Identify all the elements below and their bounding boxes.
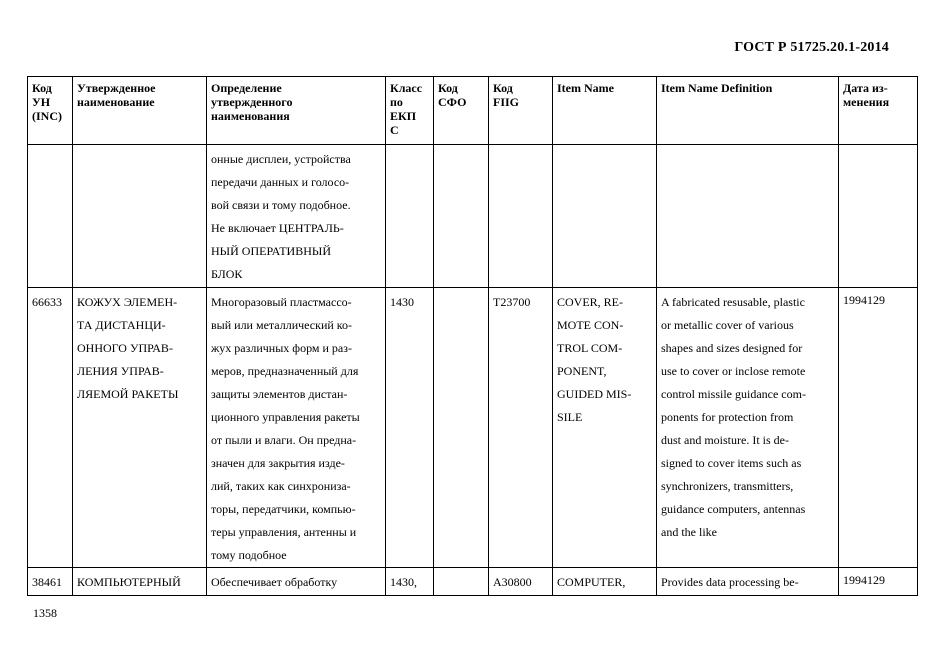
column-header-class [386, 77, 434, 145]
cell-line: меров, предназначенный для [211, 364, 359, 378]
cell-approved-name [73, 288, 207, 568]
cell-line: synchronizers, transmitters, [661, 479, 794, 493]
table-row [28, 288, 918, 568]
cell-line: жух различных форм и раз- [211, 341, 352, 355]
cell-line: онные дисплеи, устройства [211, 152, 351, 166]
cell-inc [28, 145, 73, 288]
cell-line: signed to cover items such as [661, 456, 802, 470]
cell-line: от пыли и влаги. Он предна- [211, 433, 357, 447]
cell-line: вый или металлический ко- [211, 318, 352, 332]
classification-table [27, 76, 918, 596]
cell-inc: 38461 [28, 568, 73, 596]
cell-item-name-definition [657, 145, 839, 288]
column-header-line: Код [493, 81, 513, 95]
column-header-line: ЕКП [390, 109, 417, 123]
cell-line: or metallic cover of various [661, 318, 794, 332]
page-number: 1358 [33, 606, 57, 620]
cell-line: dust and moisture. It is de- [661, 433, 789, 447]
cell-line: TROL COM- [557, 341, 623, 355]
cell-line: MOTE CON- [557, 318, 624, 332]
cell-line: КОМПЬЮТЕРНЫЙ [77, 575, 181, 589]
cell-item-name [553, 145, 657, 288]
cell-sfo [434, 288, 489, 568]
cell-definition [207, 145, 386, 288]
table-row [28, 145, 918, 288]
cell-fiig: A30800 [489, 568, 553, 596]
cell-fiig [489, 145, 553, 288]
column-header-line: по [390, 95, 403, 109]
column-header-line: Item Name Definition [661, 81, 773, 95]
cell-line: НЫЙ ОПЕРАТИВНЫЙ [211, 244, 332, 258]
cell-definition [207, 568, 386, 596]
cell-line: БЛОК [211, 267, 243, 281]
cell-change-date: 1994129 [839, 288, 918, 568]
cell-item-name-definition [657, 568, 839, 596]
cell-line: ponents for protection from [661, 410, 794, 424]
column-header-line: FIIG [493, 95, 520, 109]
column-header-change-date [839, 77, 918, 145]
column-header-definition [207, 77, 386, 145]
cell-line: передачи данных и голосо- [211, 175, 350, 189]
cell-line: КОЖУХ ЭЛЕМЕН- [77, 295, 178, 309]
column-header-line: наименование [77, 95, 155, 109]
cell-line: торы, передатчики, компью- [211, 502, 356, 516]
cell-approved-name [73, 145, 207, 288]
cell-line: COVER, RE- [557, 295, 623, 309]
cell-line: ТА ДИСТАНЦИ- [77, 318, 166, 332]
cell-line: control missile guidance com- [661, 387, 806, 401]
cell-line: вой связи и тому подобное. [211, 198, 351, 212]
document-code: ГОСТ Р 51725.20.1-2014 [734, 40, 889, 55]
cell-line: ЛЯЕМОЙ РАКЕТЫ [77, 387, 179, 401]
cell-inc: 66633 [28, 288, 73, 568]
cell-class [386, 145, 434, 288]
cell-change-date [839, 145, 918, 288]
column-header-line: (INC) [32, 109, 62, 123]
column-header-line: Определение [211, 81, 282, 95]
column-header-line: СФО [438, 95, 467, 109]
cell-line: ЛЕНИЯ УПРАВ- [77, 364, 164, 378]
column-header-line: Класс [390, 81, 423, 95]
cell-line: and the like [661, 525, 717, 539]
cell-sfo [434, 145, 489, 288]
column-header-item-name-definition [657, 77, 839, 145]
column-header-line: менения [843, 95, 890, 109]
cell-line: ОННОГО УПРАВ- [77, 341, 173, 355]
column-header-fiig [489, 77, 553, 145]
cell-class: 1430 [386, 288, 434, 568]
table-header-row [28, 77, 918, 145]
table-row [28, 568, 918, 596]
column-header-sfo [434, 77, 489, 145]
cell-line: A fabricated resusable, plastic [661, 295, 805, 309]
cell-line: Provides data processing be- [661, 575, 799, 589]
cell-line: теры управления, антенны и [211, 525, 357, 539]
cell-line: ционного управления ракеты [211, 410, 360, 424]
cell-line: Не включает ЦЕНТРАЛЬ- [211, 221, 344, 235]
cell-line: Обеспечивает обработку [211, 575, 338, 589]
cell-line: GUIDED MIS- [557, 387, 632, 401]
cell-item-name [553, 568, 657, 596]
cell-line: SILE [557, 410, 583, 424]
cell-sfo [434, 568, 489, 596]
column-header-line: наименования [211, 109, 290, 123]
cell-approved-name [73, 568, 207, 596]
cell-line: лий, таких как синхрониза- [211, 479, 351, 493]
column-header-inc [28, 77, 73, 145]
column-header-line: Дата из- [843, 81, 888, 95]
column-header-line: С [390, 123, 399, 137]
cell-class: 1430, [386, 568, 434, 596]
cell-fiig: T23700 [489, 288, 553, 568]
cell-line: Многоразовый пластмассо- [211, 295, 352, 309]
column-header-line: Item Name [557, 81, 614, 95]
cell-line: PONENT, [557, 364, 607, 378]
cell-line: guidance computers, antennas [661, 502, 806, 516]
cell-line: защиты элементов дистан- [211, 387, 348, 401]
cell-item-name-definition [657, 288, 839, 568]
cell-change-date: 1994129 [839, 568, 918, 596]
cell-line: значен для закрытия изде- [211, 456, 345, 470]
cell-line: use to cover or inclose remote [661, 364, 806, 378]
column-header-line: Код [32, 81, 52, 95]
cell-item-name [553, 288, 657, 568]
column-header-line: утвержденного [211, 95, 293, 109]
cell-line: COMPUTER, [557, 575, 626, 589]
column-header-item-name [553, 77, 657, 145]
cell-line: тому подобное [211, 548, 287, 562]
cell-line: shapes and sizes designed for [661, 341, 803, 355]
column-header-line: УН [32, 95, 51, 109]
column-header-approved-name [73, 77, 207, 145]
column-header-line: Утвержденное [77, 81, 156, 95]
cell-definition [207, 288, 386, 568]
column-header-line: Код [438, 81, 458, 95]
